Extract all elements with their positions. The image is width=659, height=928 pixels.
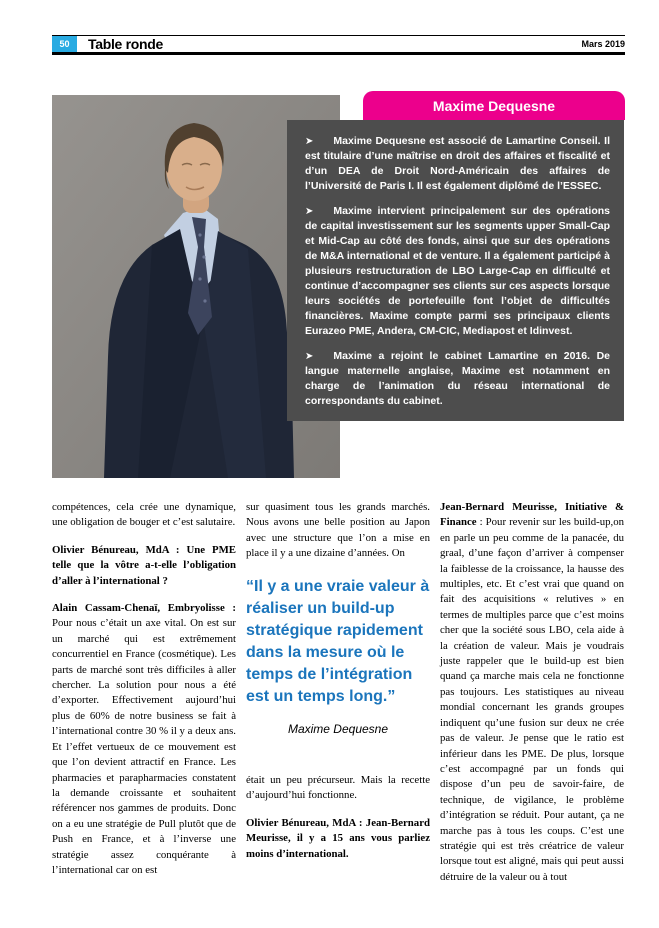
arrow-bullet-icon: ➤ [305,136,314,147]
arrow-bullet-icon: ➤ [305,206,314,217]
bio-bullet [305,204,610,339]
pull-quote-attribution: Maxime Dequesne [287,721,389,736]
bio-bullet-text: Maxime a rejoint le cabinet Lamartine en 2016. De langue maternelle anglaise, Maxime est notamment en charge de l’animation du réseau international de correspondants du cabinet. [305,350,610,407]
article-column-2 [246,500,430,874]
bio-bullet-text: Maxime intervient principalement sur des opérations de capital investissement sur les segments upper Small-Cap et Mid-Cap au côté des fonds, ainsi que sur des opérations de M&A international et de venture. Il a également participé à plusieurs restructuration de LBO Large-Cap en difficulté et continue d’accompagner ses clients sur ces aspects lorsque leurs sociétés de portefeuille font l’objet de difficultés financières. Maxime compte parmi ses principaux clients Eurazeo PME, Andera, CM-CIC, Mediapost et Idinvest. [305,205,610,337]
profile-name-banner: Maxime Dequesne [363,91,625,120]
profile-bio-box [287,120,624,421]
paragraph: sur quasiment tous les grands marchés. Nous avons une belle position au Japon avec une structure que l’on a mise en place il y a une dizaine d’années. On [246,501,430,560]
arrow-bullet-icon: ➤ [305,351,314,362]
paragraph: Alain Cassam-Chenaï, Embryolisse : Pour nous c’était un axe vital. On est sur un marché qui est extrêmement concurrentiel en France (cosmétique). Les parts de marché sont très difficiles à aller chercher. La solution pour nous a été d’exporter. Effectivement aujourd’hui plus de 60% de notre business se fait à l’international contre 30 % il y a deux ans. Et l’effet vertueux de ce mouvement est que l’on devient attractif en France. Les pharmacies et parapharmacies constatent la demande croissante et souhaitent référencer nos gammes de produits. Donc on a eu une stratégie de Pull plutôt que de Push en France, et à l’inverse une stratégie assez conquérante à l’international car on est [52,602,236,876]
paragraph: était un peu précurseur. Mais la recette d’aujourd’hui fonctionne. [246,774,430,802]
article-column-3 [440,500,624,897]
question-paragraph: Olivier Bénureau, MdA : Une PME telle que la vôtre a-t-elle l’obligation d’aller à l’international ? [52,543,236,587]
issue-date: Mars 2019 [581,39,625,49]
bio-bullet-text: Maxime Dequesne est associé de Lamartine Conseil. Il est titulaire d’une maîtrise en droit des affaires et fiscalité et d’un DEA de Droit Nord-Américain des affaires de l’Université de Paris I. Il est également diplômé de l’ESSEC. [305,135,610,192]
page-number-badge: 50 [52,36,77,52]
paragraph: compétences, cela crée une dynamique, une obligation de bouger et c’est salutaire. [52,501,236,529]
bio-bullet [305,349,610,409]
question-paragraph: Olivier Bénureau, MdA : Jean-Bernard Meurisse, il y a 15 ans vous parliez moins d’international. [246,816,430,860]
paragraph: Jean-Bernard Meurisse, Initiative & Finance : Pour revenir sur les build-up,on en parle un peu comme de la panacée, du graal, d’une façon d’arriver à compenser la faiblesse de la croissance, la hausse des multiples, etc. Et c’est vrai que quand on fait des acquisitions « relutives » en termes de multiples parce que c’est moins cher que la société sous LBO, cela aide à la création de valeur. Mais je voudrais juste rappeler que le build-up est bien quand ça marche mais cela ne fonctionne pas toujours. Les statistiques au niveau mondial concernant les grands groupes indiquent qu’une fusion sur deux ne crée pas de valeur. Je pense que le ratio est inférieur dans les PME. De plus, lorsque c’est accompagné par un fonds qui dispose d’un peu de savoir-faire, de technique, de vigilance, le problème d’intégration se réduit. Pour autant, ça ne marche pas à tous les coups. C’est une stratégie qui est très créatrice de valeur lorsque tout est aligné, mais qui peut aussi détruire de la valeur ou à tout [440,501,624,883]
page-header [52,35,625,55]
section-title: Table ronde [88,36,164,52]
bio-bullet [305,134,610,194]
article-column-1 [52,500,236,890]
pull-quote: “Il y a une vraie valeur à réaliser un build-up stratégique rapidement dans la mesure où le temps de l’intégration est un temps long.” [246,577,430,705]
